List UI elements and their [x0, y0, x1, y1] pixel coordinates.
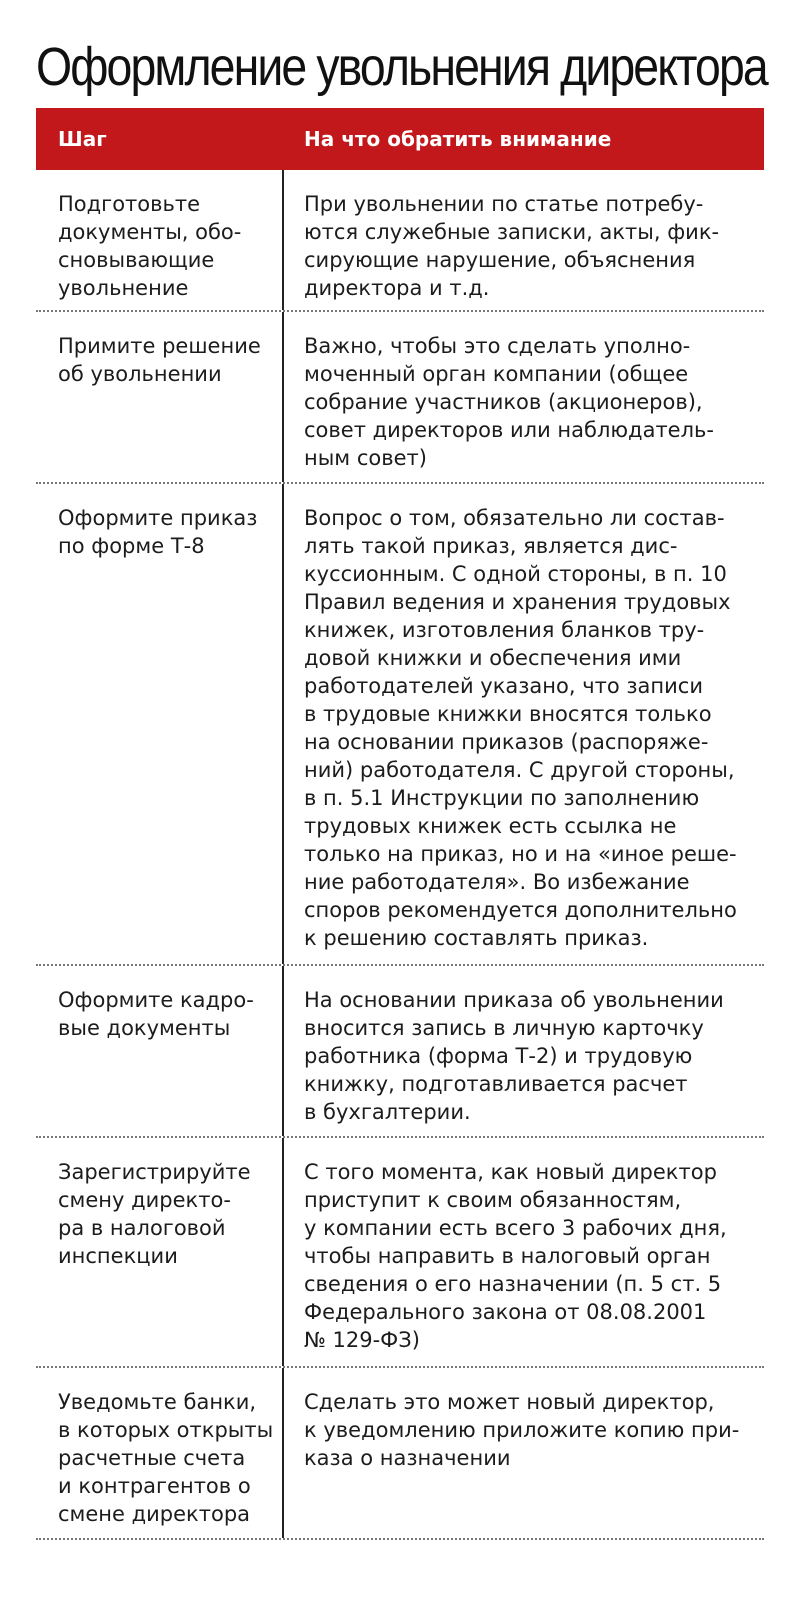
row-step: Зарегистрируйте смену директо- ра в налоговой инспекции — [58, 1160, 251, 1268]
row-step: Примите решение об увольнении — [58, 334, 261, 386]
table-row — [36, 1368, 764, 1540]
table-row — [36, 1138, 764, 1368]
row-note: Сделать это может новый директор, к уведомлению приложите копию при- каза о назначении — [304, 1390, 740, 1470]
table-row — [36, 966, 764, 1138]
row-note: При увольнении по статье потребу- ются служебные записки, акты, фик- сирующие нарушение, объяснения директора и т.д. — [304, 192, 720, 300]
row-step: Оформите кадро- вые документы — [58, 988, 254, 1040]
table-row — [36, 170, 764, 312]
row-step: Оформите приказ по форме Т-8 — [58, 506, 258, 558]
row-note: С того момента, как новый директор приступит к своим обязанностям, у компании есть всего 3 рабочих дня, чтобы направить в налоговый орган сведения о его назначении (п. 5 ст. 5 Федерального закона от 08.08.2001 № 129-ФЗ) — [304, 1160, 727, 1352]
table-row — [36, 312, 764, 484]
header-step: Шаг — [58, 127, 107, 151]
row-note: На основании приказа об увольнении вносится запись в личную карточку работника (форма Т-2) и трудовую книжку, подготавливается расчет в бухгалтерии. — [304, 988, 724, 1124]
row-step: Подготовьте документы, обо- сновывающие увольнение — [58, 192, 242, 300]
dismissal-steps-table — [36, 108, 764, 1540]
table-header — [36, 108, 764, 170]
header-note: На что обратить внимание — [304, 127, 612, 151]
table-row — [36, 484, 764, 966]
row-note: Важно, чтобы это сделать уполно- моченный орган компании (общее собрание участников (акционеров), совет директоров или наблюдатель- ным совет) — [304, 334, 714, 470]
row-step: Уведомьте банки, в которых открыты расчетные счета и контрагентов о смене директора — [58, 1390, 274, 1526]
page-title: Оформление увольнения директора — [36, 37, 767, 97]
row-note: Вопрос о том, обязательно ли состав- лять такой приказ, является дис- куссионным. С одной стороны, в п. 10 Правил ведения и хранения трудовых книжек, изготовления бланков тру- довой книжки и обеспечения ими работодателей указано, что записи в трудовые книжки вносятся только на основании приказов (распоряже- ний) работодателя. С другой стороны, в п. 5.1 Инструкции по заполнению трудовых книжек есть ссылка не только на приказ, но и на «иное реше- ние работодателя». Во избежание споров рекомендуется дополнительно к решению составлять приказ. — [304, 506, 737, 950]
